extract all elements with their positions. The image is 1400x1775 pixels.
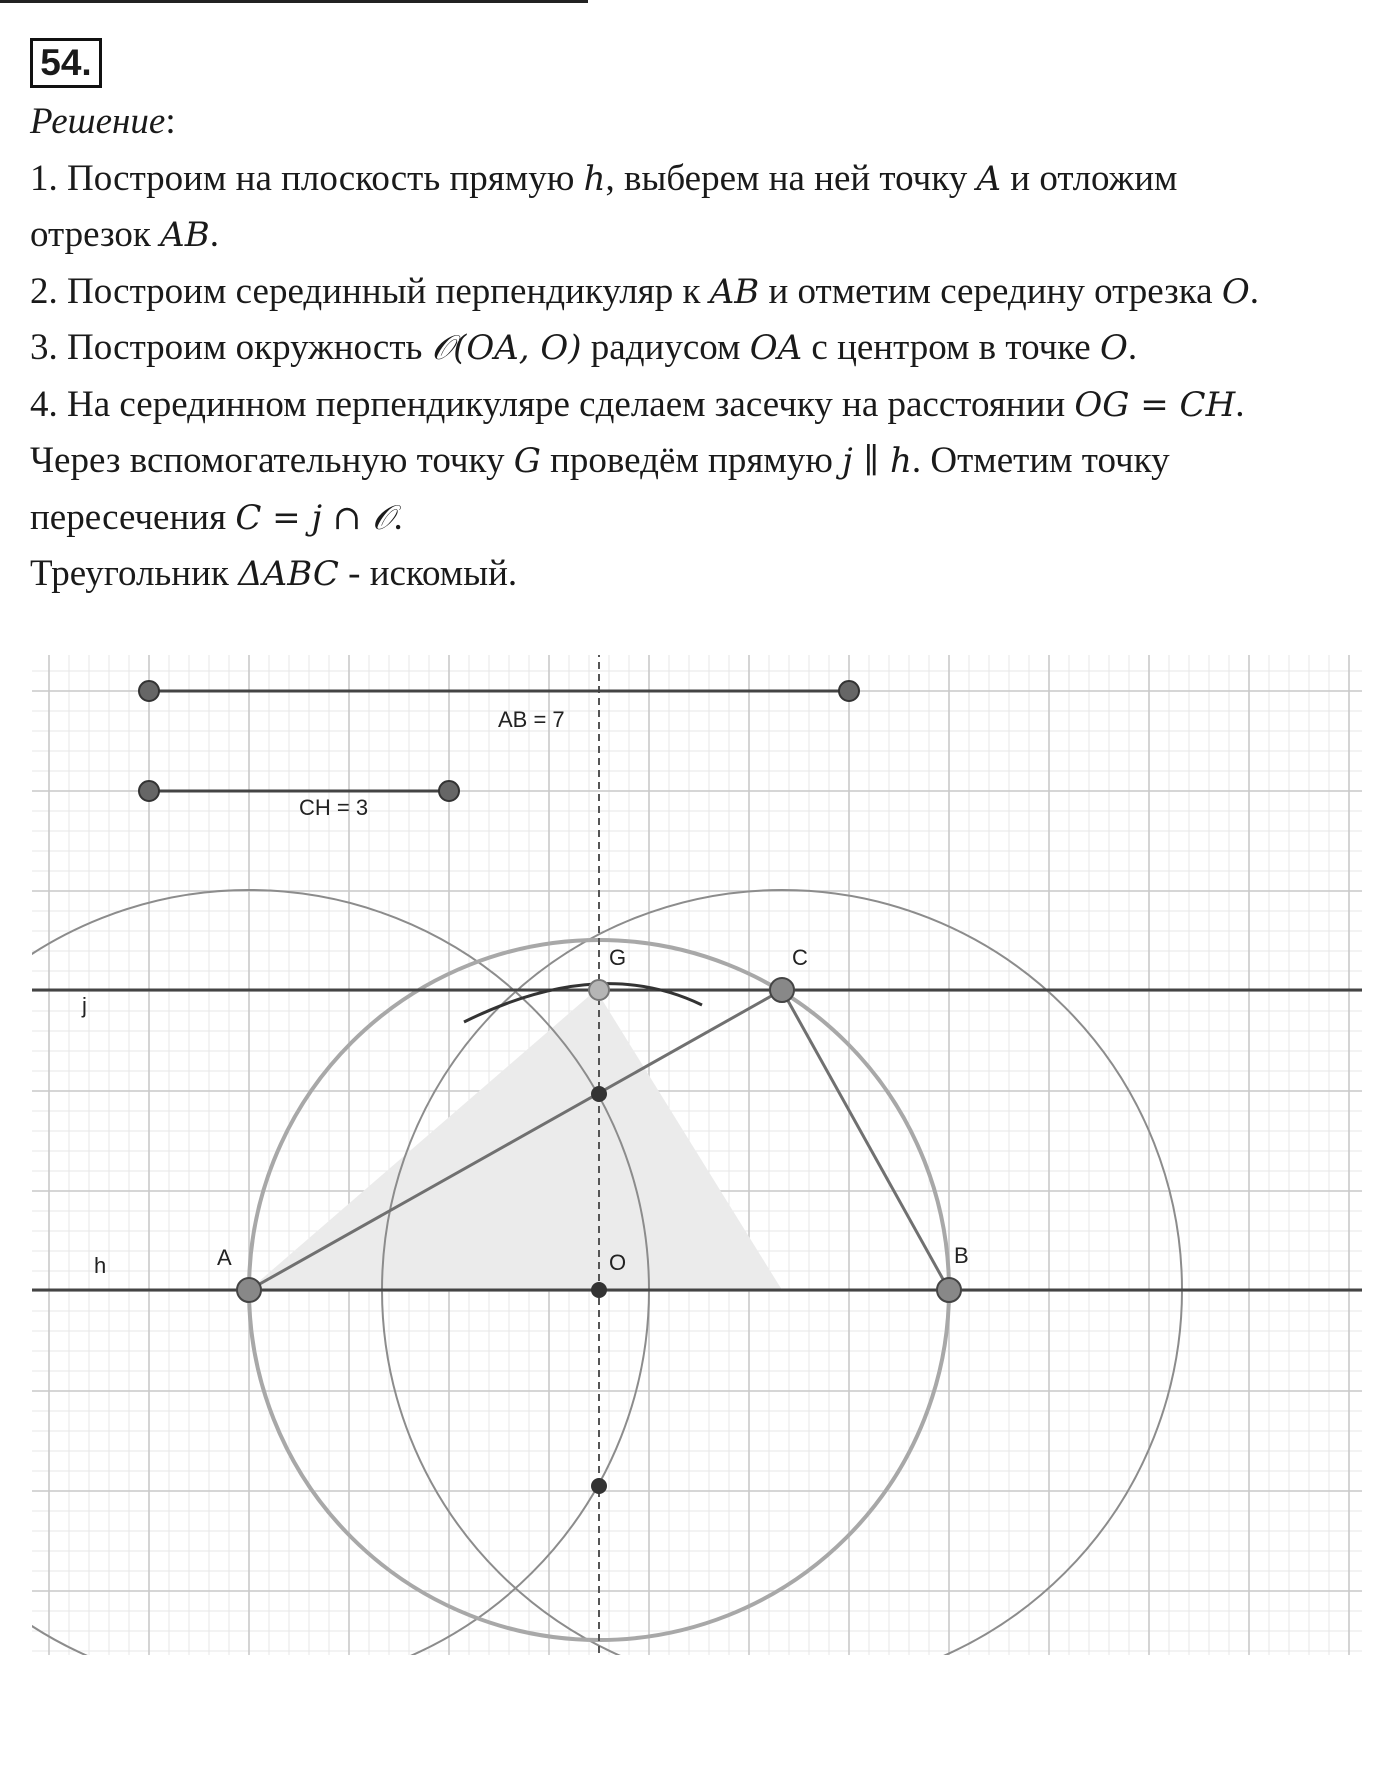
- math-O: O: [1221, 271, 1250, 312]
- label-point-o: O: [609, 1250, 627, 1275]
- math-AB: AB: [160, 215, 210, 255]
- construction-svg: [32, 655, 1372, 1675]
- step-1-text: 1. Построим на плоскость прямую: [30, 157, 584, 199]
- label-line-h: h: [94, 1253, 107, 1278]
- step-4-text: 4. На серединном перпендикуляре сделаем засечку на расстоянии: [30, 383, 1075, 425]
- label-point-b: B: [954, 1243, 969, 1268]
- math-G: G: [513, 441, 541, 481]
- step-4-line-2: [30, 433, 1370, 490]
- math-C-eq: C = j ∩ 𝒪: [235, 497, 394, 538]
- step-2-mid: и отметим середину отрезка: [759, 270, 1222, 312]
- conclusion-text: Треугольник: [30, 553, 239, 594]
- point-c: [770, 978, 794, 1002]
- math-A: A: [976, 158, 1002, 199]
- point-intersection-bottom: [591, 1478, 607, 1494]
- label-point-c: C: [792, 945, 808, 970]
- step-1-cont: отрезок: [30, 214, 161, 255]
- point-a: [237, 1278, 261, 1302]
- conclusion-line: [30, 546, 1370, 603]
- math-OA: OA: [749, 328, 803, 368]
- step-3-mid-2: с центром в точке: [802, 327, 1100, 368]
- step-3-mid: радиусом: [581, 327, 750, 368]
- problem-number: 54.: [30, 38, 102, 88]
- step-1-mid: , выберем на ней точку: [605, 157, 977, 199]
- label-ab-length: AB = 7: [498, 707, 565, 732]
- solution-title: Решение: [30, 101, 166, 142]
- segment-ch-endpoint-2: [439, 781, 459, 801]
- step-1-line-1: [30, 151, 1370, 208]
- step-2-text: 2. Построим серединный перпендикуляр к: [30, 270, 710, 312]
- top-rule: [0, 0, 588, 3]
- math-h: h: [583, 158, 606, 199]
- math-O: O: [1099, 328, 1128, 368]
- step-4-line-3: пересечения C = j ∩ 𝒪.: [30, 496, 403, 538]
- step-4-mid: проведём прямую: [540, 440, 843, 481]
- step-1-line-2: отрезок AB.: [30, 214, 219, 255]
- step-3-line: 3. Построим окружность 𝒪(OA, O) радиусом OA с центром в точке O.: [30, 327, 1138, 368]
- label-ch-length: CH = 3: [299, 795, 369, 820]
- step-1-end: и отложим: [1001, 157, 1178, 199]
- point-b: [937, 1278, 961, 1302]
- label-point-a: A: [217, 1245, 232, 1270]
- step-3-text: 3. Построим окружность: [30, 327, 432, 368]
- step-4-end: . Отметим точку: [911, 440, 1170, 481]
- math-j-parallel-h: j ∥ h: [842, 441, 912, 481]
- math-OG-eq-CH: OG = CH: [1074, 384, 1236, 425]
- step-4-cont-2: пересечения: [30, 496, 236, 538]
- segment-ab-endpoint-2: [839, 681, 859, 701]
- step-2-line: 2. Построим серединный перпендикуляр к AB и отметим середину отрезка O.: [30, 270, 1259, 312]
- math-AB: AB: [709, 271, 760, 312]
- label-line-j: j: [82, 993, 87, 1018]
- solution-text: [30, 94, 1370, 603]
- step-4-line: 4. На серединном перпендикуляре сделаем засечку на расстоянии OG = CH.: [30, 383, 1245, 425]
- math-circle: 𝒪(OA, O): [431, 328, 582, 368]
- point-g: [589, 980, 609, 1000]
- segment-ch-endpoint-1: [139, 781, 159, 801]
- triangle-side-cb: [782, 990, 949, 1290]
- solution-heading: Решение:: [30, 101, 176, 142]
- step-4-cont: Через вспомогательную точку: [30, 440, 514, 481]
- point-intersection-top: [591, 1086, 607, 1102]
- label-point-g: G: [609, 945, 627, 970]
- point-o: [591, 1282, 607, 1298]
- conclusion-end: - искомый.: [338, 553, 518, 594]
- construction-figure: [32, 655, 1372, 1675]
- math-triangle-ABC: ΔABC: [238, 554, 339, 594]
- segment-ab-endpoint-1: [139, 681, 159, 701]
